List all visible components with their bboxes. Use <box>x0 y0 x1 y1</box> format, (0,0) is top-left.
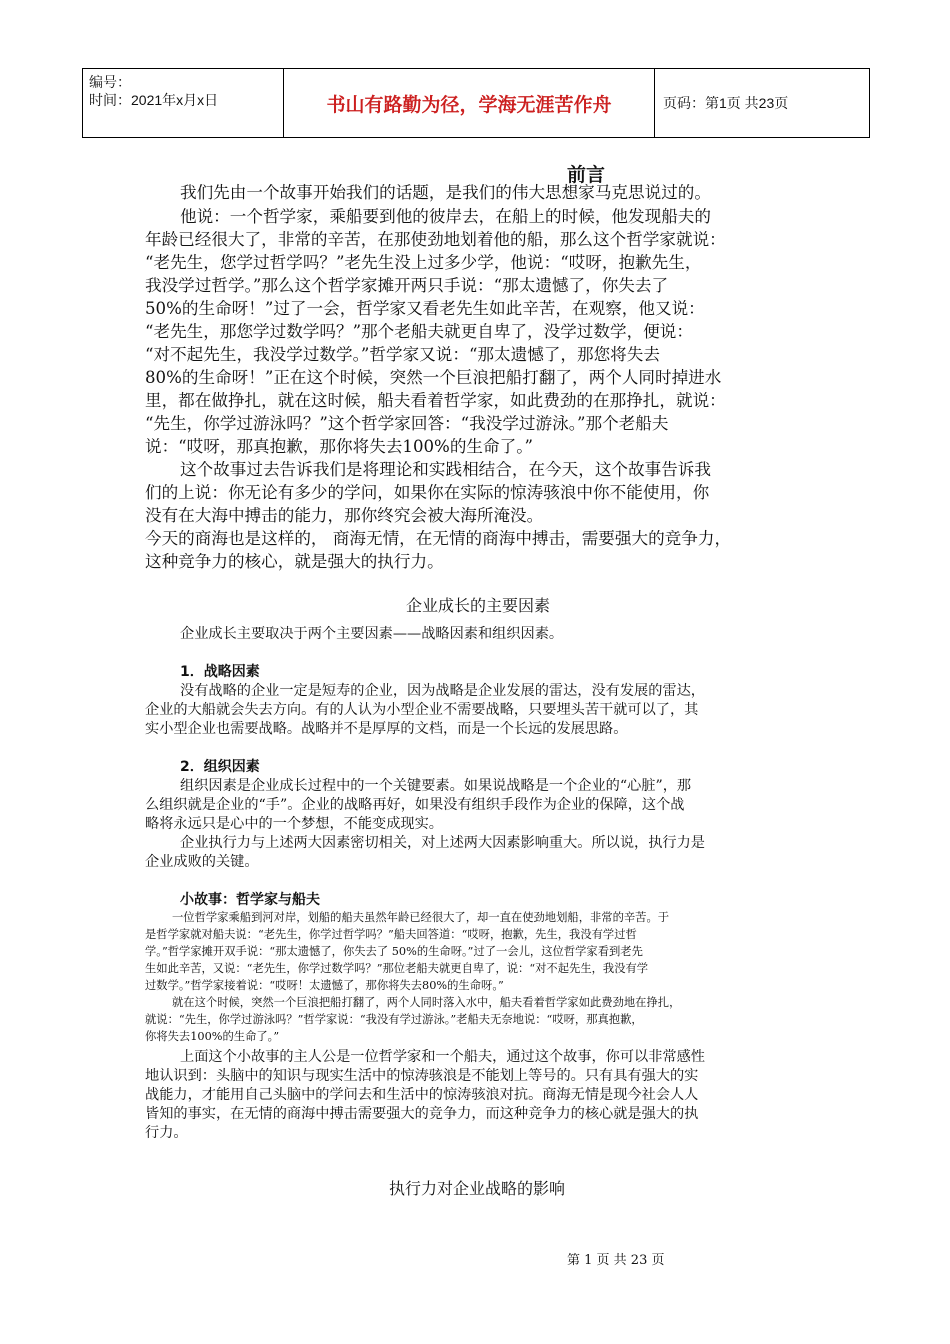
story-title: 小故事：哲学家与船夫 <box>180 892 320 908</box>
subsection-title: 1．战略因素 <box>180 664 260 680</box>
preface-line: “先生，你学过游泳吗？”这个哲学家回答：“我没学过游泳。”那个老船夫 <box>145 414 669 433</box>
header-meta-cell <box>83 69 284 138</box>
story-line: 就在这个时候，突然一个巨浪把船打翻了，两个人同时落入水中，船夫看着哲学家如此费劲地在挣扎， <box>172 996 681 1009</box>
story-line: 是哲学家就对船夫说：“老先生，你学过哲学吗？”船夫回答道：“哎呀，抱歉，先生，我没有学过哲 <box>145 928 637 941</box>
preface-line: 这种竞争力的核心，就是强大的执行力。 <box>145 552 444 571</box>
preface-line: 这个故事过去告诉我们是将理论和实践相结合，在今天，这个故事告诉我 <box>180 460 711 479</box>
preface-line: “对不起先生，我没学过数学。”哲学家又说：“那太遗憾了，那您将失去 <box>145 345 660 364</box>
preface-line: 年龄已经很大了，非常的辛苦，在那使劲地划着他的船，那么这个哲学家就说： <box>145 230 726 249</box>
body-line: 没有战略的企业一定是短寿的企业，因为战略是企业发展的雷达，没有发展的雷达， <box>180 683 705 699</box>
preface-line: “老先生，那您学过数学吗？”那个老船夫就更自卑了，没学过数学，便说： <box>145 322 693 341</box>
body-line: 战能力，才能用自己头脑中的学问去和生活中的惊涛骇浪对抗。商海无情是现今社会人人 <box>145 1087 699 1103</box>
body-line: 皆知的事实，在无情的商海中搏击需要强大的竞争力，而这种竞争力的核心就是强大的执 <box>145 1106 699 1122</box>
body-line: 企业执行力与上述两大因素密切相关，对上述两大因素影响重大。所以说，执行力是 <box>180 835 705 851</box>
section-title: 企业成长的主要因素 <box>406 596 551 615</box>
preface-line: 今天的商海也是这样的， 商海无情，在无情的商海中搏击，需要强大的竞争力， <box>145 529 732 548</box>
story-line: 一位哲学家乘船到河对岸，划船的船夫虽然年龄已经很大了，却一直在使劲地划船，非常的辛苦。于 <box>172 911 670 924</box>
story-line: 过数学。”哲学家接着说：“哎呀！太遗憾了，那你将失去80%的生命呀。” <box>145 979 504 992</box>
story-line: 你将失去100%的生命了。” <box>145 1030 280 1043</box>
body-line: 组织因素是企业成长过程中的一个关键要素。如果说战略是一个企业的“心脏”，那 <box>180 778 692 794</box>
story-line: 学。”哲学家摊开双手说：“那太遗憾了，你失去了 50%的生命呀。”过了一会儿，这位哲学家看到老先 <box>145 945 643 958</box>
page-footer: 第 1 页 共 23 页 <box>567 1253 665 1268</box>
header-date-label: 时间：2021年x月x日 <box>89 92 219 108</box>
header-page-cell <box>655 69 870 138</box>
body-line: 企业的大船就会失去方向。有的人认为小型企业不需要战略，只要埋头苦干就可以了，其 <box>145 702 699 718</box>
preface-line: 80%的生命呀！”正在这个时候，突然一个巨浪把船打翻了，两个人同时掉进水 <box>145 368 722 387</box>
header-page-info: 页码：第1页 共23页 <box>663 95 789 111</box>
section-title: 执行力对企业战略的影响 <box>389 1179 566 1198</box>
header-motto-cell <box>284 69 655 138</box>
header-motto: 书山有路勤为径，学海无涯苦作舟 <box>326 93 612 116</box>
preface-line: 里，都在做挣扎，就在这时候，船夫看着哲学家，如此费劲的在那挣扎，就说： <box>145 391 726 410</box>
preface-line: 没有在大海中搏击的能力，那你终究会被大海所淹没。 <box>145 506 544 525</box>
preface-line: 说：“哎呀，那真抱歉，那你将失去100%的生命了。” <box>145 437 533 456</box>
story-line: 生如此辛苦，又说：“老先生，你学过数学吗？”那位老船夫就更自卑了，说：“对不起先生，我没有学 <box>145 962 649 975</box>
body-line: 行力。 <box>145 1125 188 1141</box>
preface-line: 他说：一个哲学家，乘船要到他的彼岸去，在船上的时候，他发现船夫的 <box>180 207 711 226</box>
preface-line: 50%的生命呀！”过了一会，哲学家又看老先生如此辛苦，在观察，他又说： <box>145 299 705 318</box>
body-line: 企业成败的关键。 <box>145 854 259 870</box>
story-line: 就说：“先生，你学过游泳吗？”哲学家说：“我没有学过游泳。”老船夫无奈地说：“哎呀，那真抱歉， <box>145 1013 643 1026</box>
preface-line: 我没学过哲学。”那么这个哲学家摊开两只手说：“那太遗憾了，你失去了 <box>145 276 669 295</box>
preface-line: “老先生，您学过哲学吗？”老先生没上过多少学，他说：“哎呀，抱歉先生， <box>145 253 702 272</box>
body-line: 么组织就是企业的“手”。企业的战略再好，如果没有组织手段作为企业的保障，这个战 <box>145 797 685 813</box>
section-intro: 企业成长主要取决于两个主要因素——战略因素和组织因素。 <box>180 626 564 642</box>
body-line: 略将永远只是心中的一个梦想，不能变成现实。 <box>145 816 443 832</box>
preface-line: 们的上说：你无论有多少的学问，如果你在实际的惊涛骇浪中你不能使用，你 <box>145 483 710 502</box>
preface-title: 前言 <box>567 164 606 186</box>
header-table <box>82 68 870 138</box>
body-line: 实小型企业也需要战略。战略并不是厚厚的文档，而是一个长远的发展思路。 <box>145 721 628 737</box>
preface-line: 我们先由一个故事开始我们的话题，是我们的伟大思想家马克思说过的。 <box>180 183 711 202</box>
subsection-title: 2．组织因素 <box>180 759 260 775</box>
body-line: 地认识到：头脑中的知识与现实生活中的惊涛骇浪是不能划上等号的。只有具有强大的实 <box>145 1068 699 1084</box>
body-line: 上面这个小故事的主人公是一位哲学家和一个船夫，通过这个故事，你可以非常感性 <box>180 1049 705 1065</box>
header-number-label: 编号： <box>89 74 131 90</box>
